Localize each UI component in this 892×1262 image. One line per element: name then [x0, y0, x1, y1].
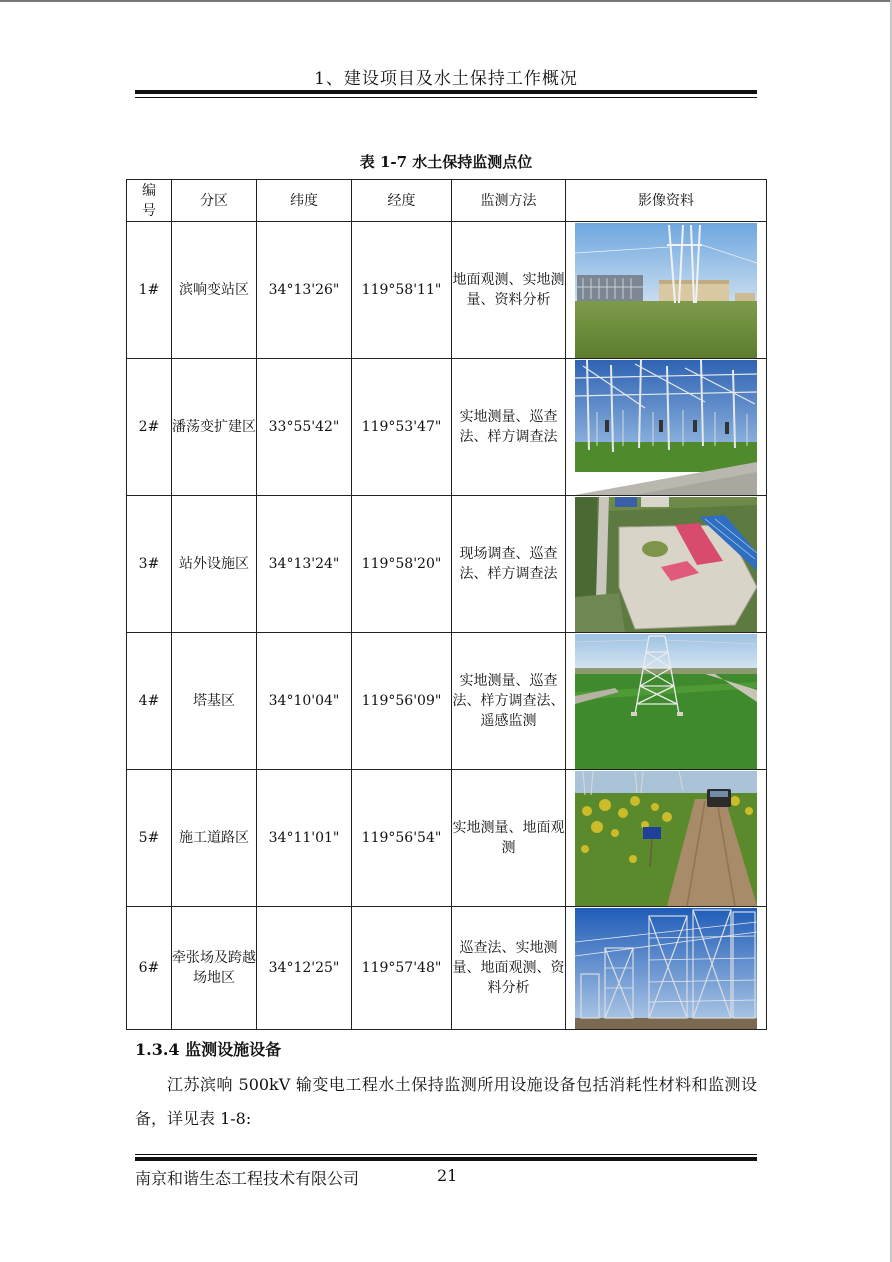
- table-row: [127, 496, 767, 633]
- row-latitude: 34°13'26": [257, 222, 352, 359]
- row-longitude: 119°58'11": [352, 222, 452, 359]
- row-method: 地面观测、实地测量、资料分析: [452, 222, 566, 359]
- footer-company: 南京和谐生态工程技术有限公司: [135, 1169, 360, 1188]
- row-method: 现场调查、巡查法、样方调查法: [452, 496, 566, 633]
- row-method: 实地测量、地面观测: [452, 770, 566, 907]
- page-number: 21: [437, 1166, 458, 1185]
- page-header-title: 1、建设项目及水土保持工作概况: [314, 69, 578, 89]
- col-header-method: 监测方法: [452, 180, 566, 222]
- road-photo: [575, 771, 757, 906]
- body-paragraph: 江苏滨响 500kV 输变电工程水土保持监测所用设施设备包括消耗性材料和监测设备，详见表 1-8:: [135, 1075, 757, 1128]
- row-number: 5#: [127, 770, 172, 907]
- row-method: 实地测量、巡查法、样方调查法: [452, 359, 566, 496]
- tower-lattice-photo: [575, 908, 757, 1029]
- page-top-border: [0, 0, 892, 2]
- row-method: 巡查法、实地测量、地面观测、资料分析: [452, 907, 566, 1030]
- row-zone: 牵张场及跨越场地区: [172, 907, 257, 1030]
- substation-photo: [575, 223, 757, 358]
- row-zone: 站外设施区: [172, 496, 257, 633]
- row-longitude: 119°57'48": [352, 907, 452, 1030]
- table-row: [127, 222, 767, 359]
- row-number: 4#: [127, 633, 172, 770]
- row-number: 1#: [127, 222, 172, 359]
- row-zone: 潘荡变扩建区: [172, 359, 257, 496]
- col-header-longitude: 经度: [352, 180, 452, 222]
- section-heading: 1.3.4 监测设施设备: [135, 1040, 282, 1059]
- switchyard-photo: [575, 360, 757, 495]
- table-header-row: [127, 180, 767, 222]
- footer-rule-thick: [135, 1157, 757, 1161]
- table-row: [127, 907, 767, 1030]
- row-latitude: 34°10'04": [257, 633, 352, 770]
- monitoring-points-table: [126, 179, 767, 1030]
- row-latitude: 34°13'24": [257, 496, 352, 633]
- aerial-photo: [575, 497, 757, 632]
- row-longitude: 119°56'54": [352, 770, 452, 907]
- col-header-image: 影像资料: [566, 180, 767, 222]
- row-number: 3#: [127, 496, 172, 633]
- row-longitude: 119°58'20": [352, 496, 452, 633]
- col-header-latitude: 纬度: [257, 180, 352, 222]
- row-longitude: 119°56'09": [352, 633, 452, 770]
- row-zone: 施工道路区: [172, 770, 257, 907]
- header-rule-thin: [135, 97, 757, 98]
- table-caption: 表 1-7 水土保持监测点位: [359, 153, 533, 171]
- table-row: [127, 770, 767, 907]
- row-longitude: 119°53'47": [352, 359, 452, 496]
- row-latitude: 34°12'25": [257, 907, 352, 1030]
- col-header-number: 编号: [127, 180, 172, 222]
- row-number: 2#: [127, 359, 172, 496]
- table-row: [127, 633, 767, 770]
- row-latitude: 34°11'01": [257, 770, 352, 907]
- header-rule-thick: [135, 90, 757, 94]
- row-number: 6#: [127, 907, 172, 1030]
- footer-rule-thin: [135, 1154, 757, 1155]
- row-zone: 滨响变站区: [172, 222, 257, 359]
- row-method: 实地测量、巡查法、样方调查法、遥感监测: [452, 633, 566, 770]
- table-row: [127, 359, 767, 496]
- row-zone: 塔基区: [172, 633, 257, 770]
- col-header-zone: 分区: [172, 180, 257, 222]
- row-latitude: 33°55'42": [257, 359, 352, 496]
- tower-field-photo: [575, 634, 757, 769]
